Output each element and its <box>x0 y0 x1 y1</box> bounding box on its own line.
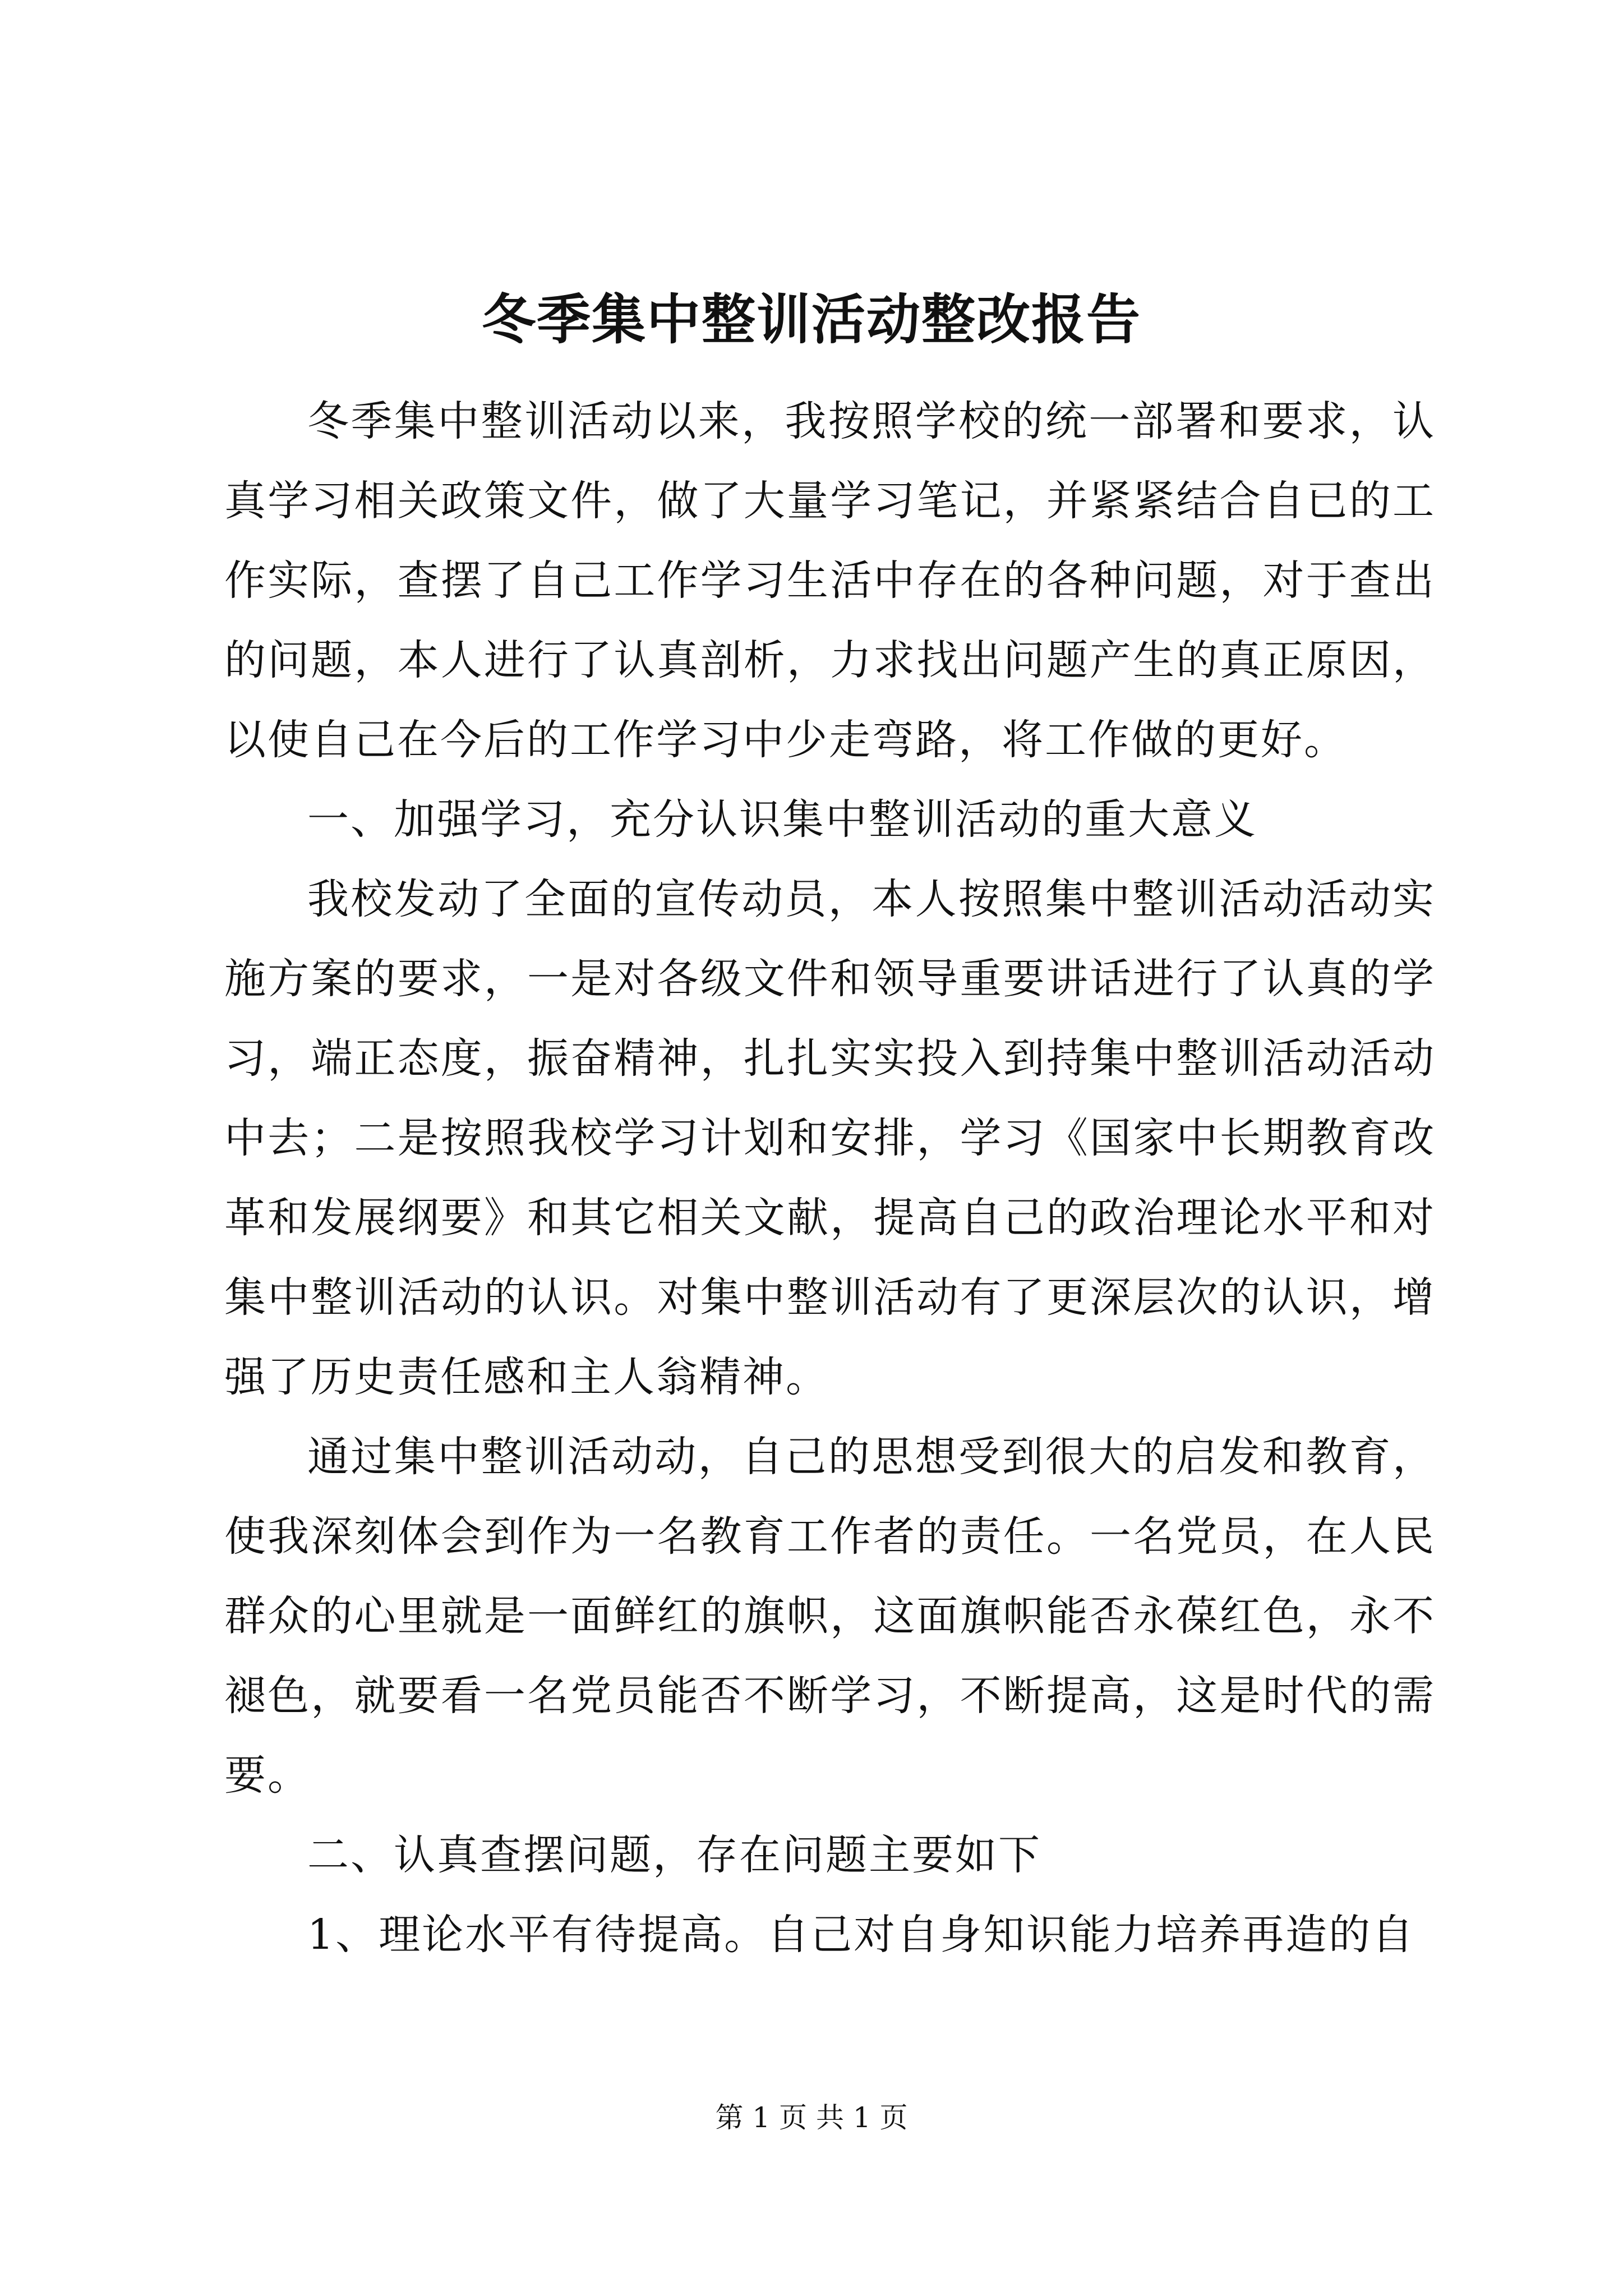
paragraph-problem-1: 1、理论水平有待提高。自己对自身知识能力培养再造的自 <box>307 1911 1415 1959</box>
page-footer: 第 1 页 共 1 页 <box>715 2101 908 2134</box>
document-body <box>224 381 1436 1975</box>
paragraph-intro: 冬季集中整训活动以来，我按照学校的统一部署和要求，认真学习相关政策文件，做了大量学习笔记，并紧紧结合自已的工作实际，查摆了自己工作学习生活中存在的各种问题，对于查出的问题，本人进行了认真剖析，力求找出问题产生的真正原因，以使自己在今后的工作学习中少走弯路，将工作做的更好。 <box>224 397 1436 764</box>
document-title: 冬季集中整训活动整改报告 <box>482 288 1141 351</box>
section-heading-2: 二、认真查摆问题，存在问题主要如下 <box>307 1831 1041 1879</box>
paragraph-reflection: 通过集中整训活动动，自己的思想受到很大的启发和教育，使我深刻体会到作为一名教育工作者的责任。一名党员，在人民群众的心里就是一面鲜红的旗帜，这面旗帜能否永葆红色，永不褪色，就要看一名党员能否不断学习，不断提高，这是时代的需要。 <box>224 1433 1436 1800</box>
section-heading-1: 一、加强学习，充分认识集中整训活动的重大意义 <box>307 795 1257 844</box>
paragraph-study: 我校发动了全面的宣传动员，本人按照集中整训活动活动实施方案的要求，一是对各级文件和领导重要讲话进行了认真的学习，端正态度，振奋精神，扎扎实实投入到持集中整训活动活动中去；二是按照我校学习计划和安排，学习《国家中长期教育改革和发展纲要》和其它相关文献，提高自己的政治理论水平和对集中整训活动的认识。对集中整训活动有了更深层次的认识，增强了历史责任感和主人翁精神。 <box>224 875 1436 1401</box>
